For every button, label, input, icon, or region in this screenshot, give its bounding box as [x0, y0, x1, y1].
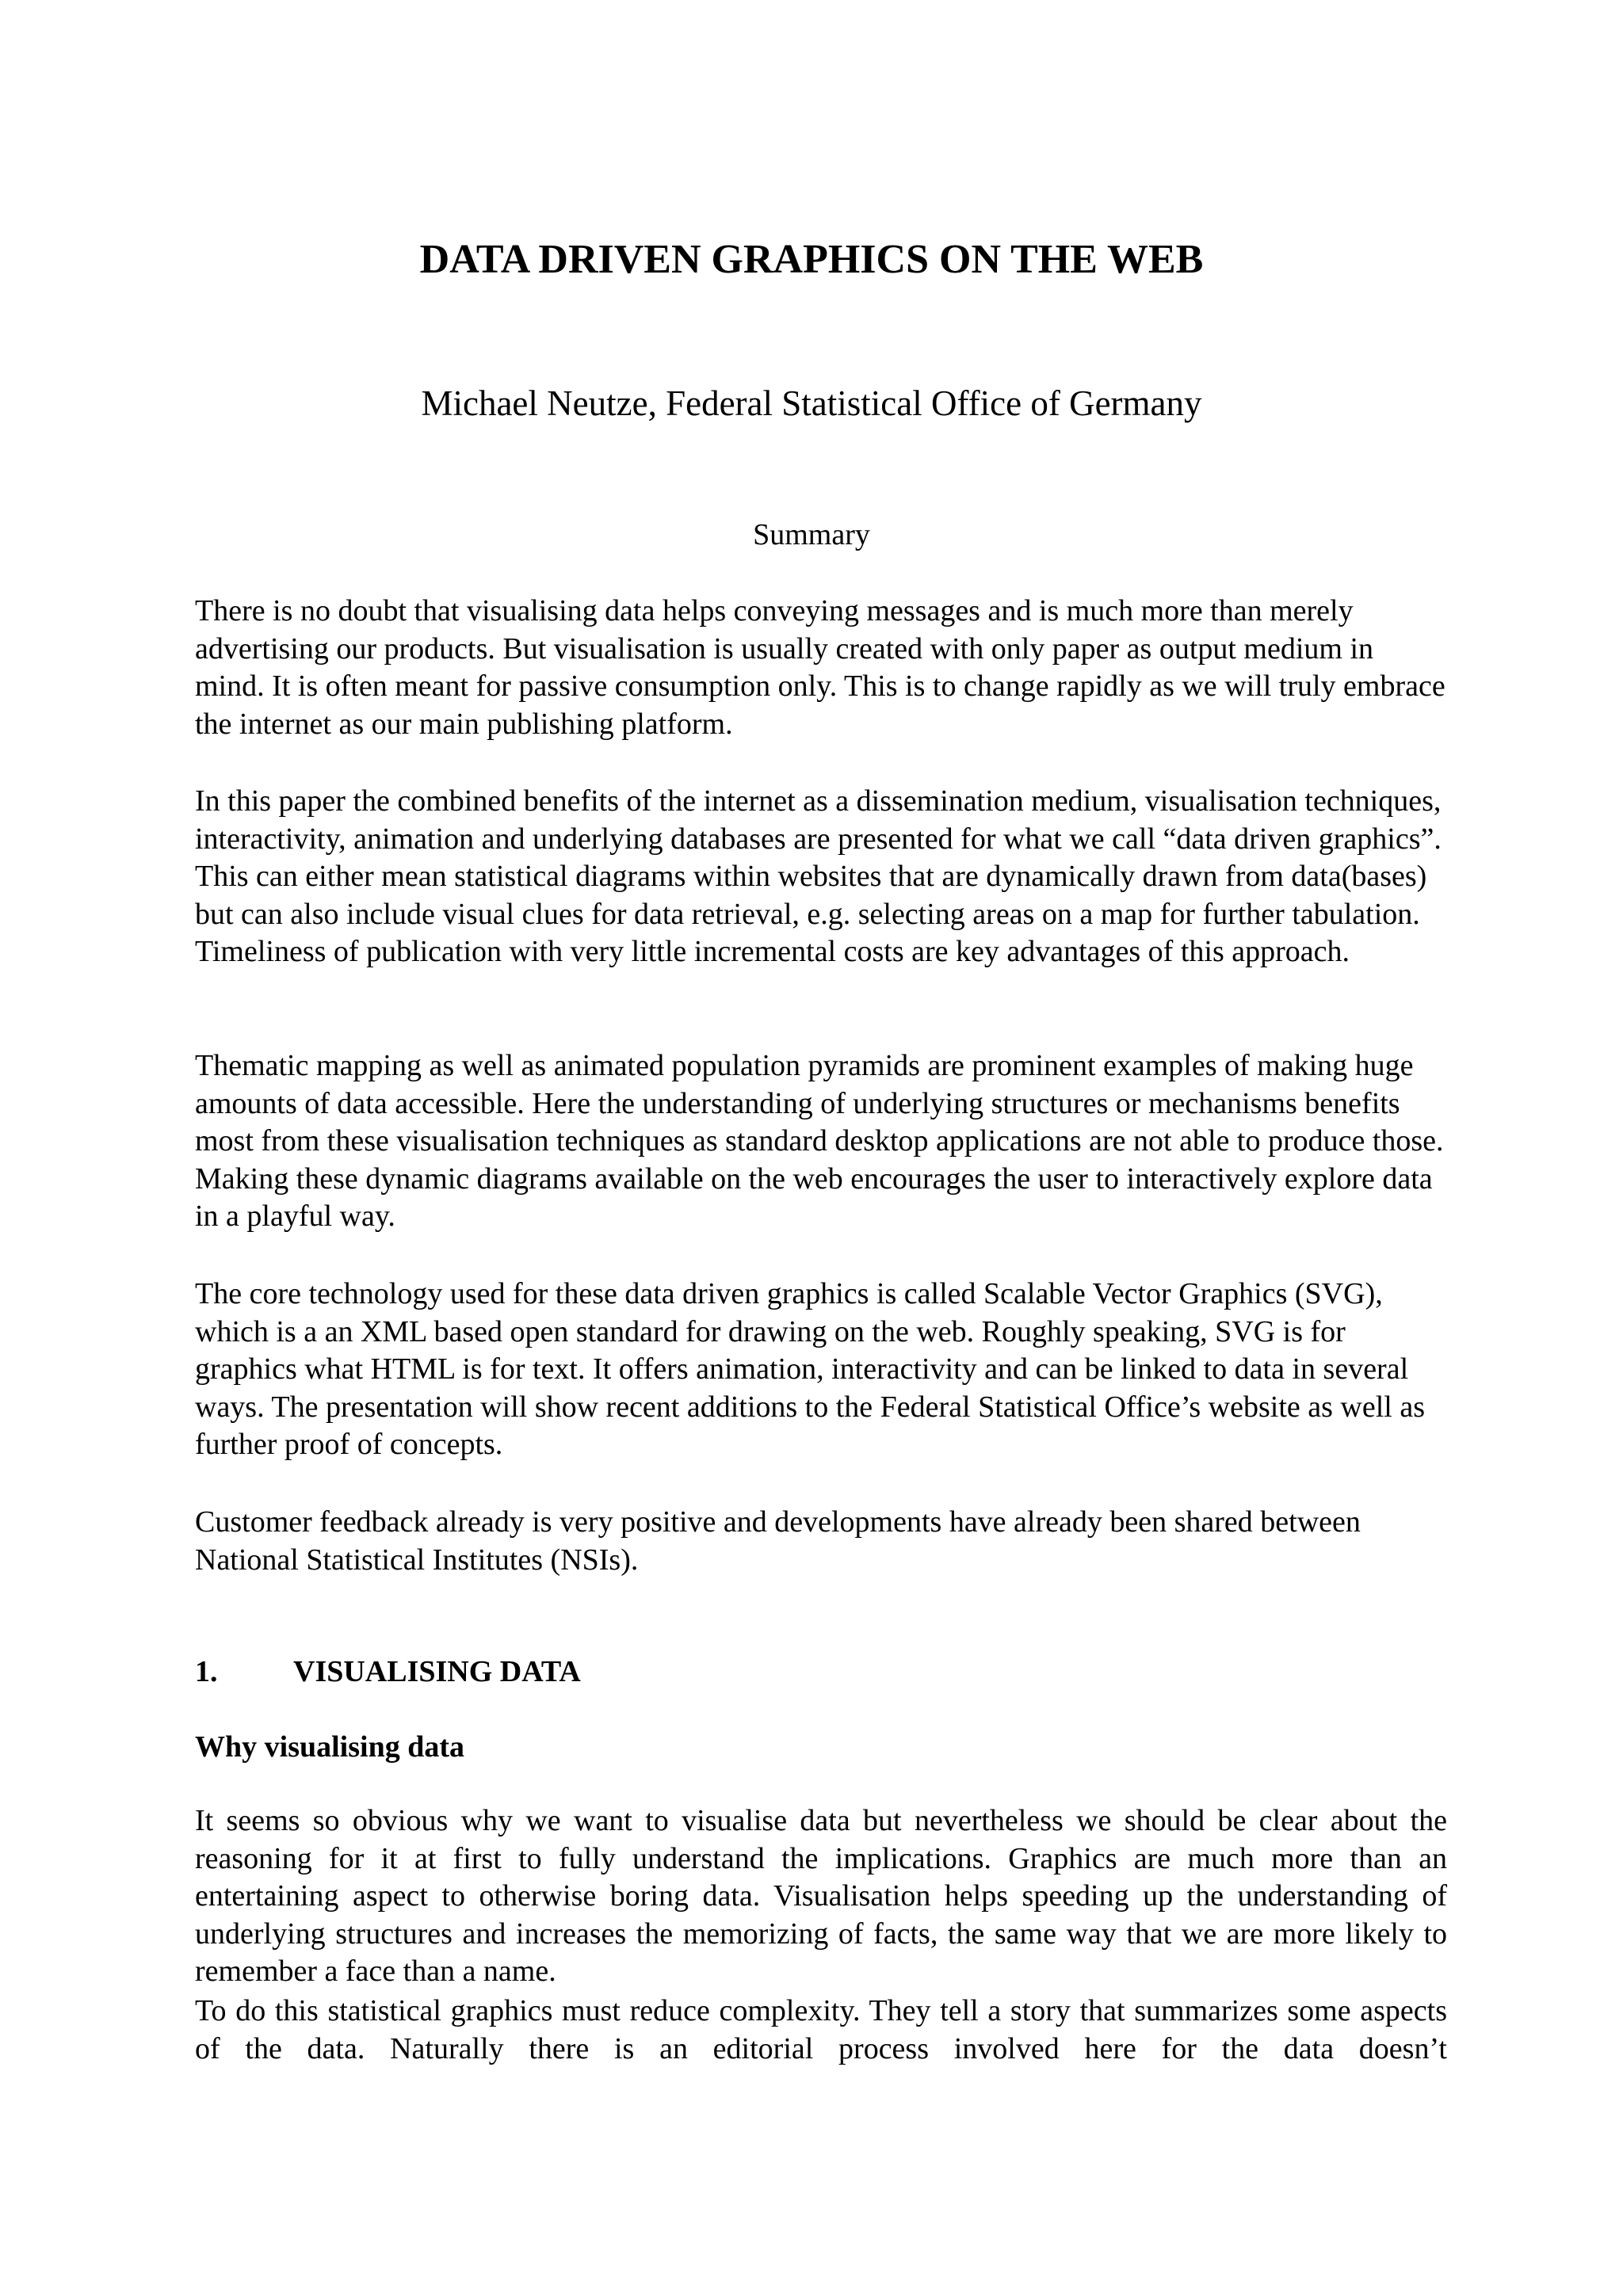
summary-paragraph-3	[195, 1047, 1447, 1236]
summary-heading: Summary	[753, 518, 870, 551]
summary-paragraph-3-text: Thematic mapping as well as animated population pyramids are prominent examples of making huge amounts of data accessible. Here the understanding of underlying structures or mechanisms benefits most from these visualisation techniques as standard desktop applications are not able to produce those. Making these dynamic diagrams available on the web encourages the user to interactively explore data in a playful way.	[195, 1049, 1444, 1233]
summary-paragraph-4-text: The core technology used for these data driven graphics is called Scalable Vector Graphics (SVG), which is a an XML based open standard for drawing on the web. Roughly speaking, SVG is for graphics what HTML is for text. It offers animation, interactivity and can be linked to data in several ways. The presentation will show recent additions to the Federal Statistical Office’s website as well as further proof of concepts.	[195, 1277, 1425, 1461]
section-paragraph-2	[195, 1993, 1447, 2068]
subsection-heading: Why visualising data	[195, 1730, 464, 1764]
section-paragraph-2-text: To do this statistical graphics must reduce complexity. They tell a story that summarizes some aspects of the data. Naturally there is an editorial process involved here for the data doesn’t	[195, 1994, 1447, 2065]
section-paragraph-1-text: It seems so obvious why we want to visualise data but nevertheless we should be clear about the reasoning for it at first to fully understand the implications. Graphics are much more than an entertaining aspect to otherwise boring data. Visualisation helps speeding up the understanding of underlying structures and increases the memorizing of facts, the same way that we are more likely to remember a face than a name.	[195, 1804, 1447, 1988]
summary-paragraph-5-text: Customer feedback already is very positive and developments have already been shared between National Statistical Institutes (NSIs).	[195, 1505, 1361, 1577]
section-number: 1.	[195, 1655, 218, 1688]
summary-paragraph-1	[195, 593, 1447, 743]
summary-paragraph-4	[195, 1276, 1447, 1464]
summary-paragraph-1-text: There is no doubt that visualising data helps conveying messages and is much more than merely advertising our products. But visualisation is usually created with only paper as output medium in mind. It is often meant for passive consumption only. This is to change rapidly as we will truly embrace the internet as our main publishing platform.	[195, 594, 1445, 741]
section-heading	[195, 1652, 1447, 1691]
section-title: VISUALISING DATA	[293, 1655, 581, 1688]
author-line: Michael Neutze, Federal Statistical Office of Germany	[421, 383, 1202, 423]
summary-paragraph-5	[195, 1504, 1447, 1579]
paper-title: DATA DRIVEN GRAPHICS ON THE WEB	[419, 237, 1204, 282]
summary-paragraph-2-text: In this paper the combined benefits of the internet as a dissemination medium, visualisation techniques, interactivity, animation and underlying databases are presented for what we call “data driven graphics”. This can either mean statistical diagrams within websites that are dynamically drawn from data(bases) but can also include visual clues for data retrieval, e.g. selecting areas on a map for further tabulation. Timeliness of publication with very little incremental costs are key advantages of this approach.	[195, 784, 1442, 968]
section-paragraph-1	[195, 1802, 1447, 1991]
summary-paragraph-2	[195, 783, 1447, 971]
